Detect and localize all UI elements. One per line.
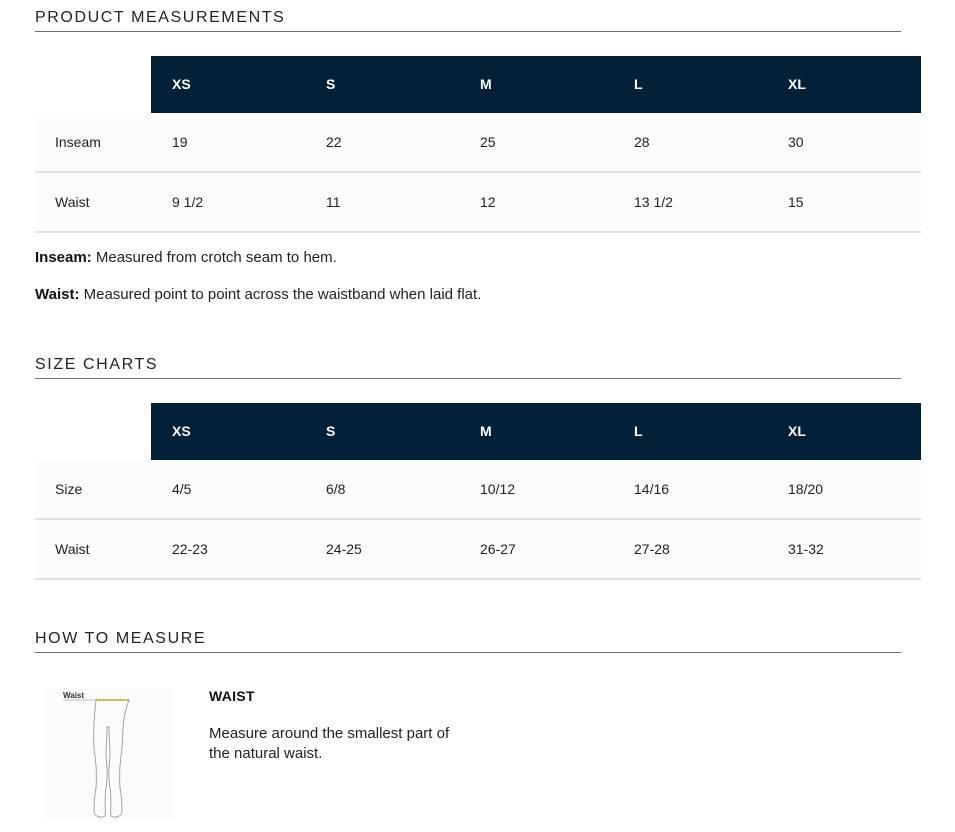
table-cell: 6/8 (326, 481, 346, 497)
row-label: Waist (55, 541, 90, 557)
row-label: Inseam (55, 134, 101, 150)
measure-item-heading: WAIST (209, 688, 255, 704)
pants-outline-icon (44, 688, 174, 820)
section-title-product-measurements: PRODUCT MEASUREMENTS (35, 9, 901, 32)
table-cell: 4/5 (172, 481, 192, 497)
note-waist (35, 286, 481, 304)
row-label: Size (55, 481, 83, 497)
section-title-size-charts: SIZE CHARTS (35, 356, 901, 379)
table-header-row (35, 56, 921, 113)
table-row-waist (35, 173, 921, 233)
column-header-l: L (634, 423, 643, 439)
note-term: Inseam: (35, 249, 92, 266)
table-row-size (35, 460, 921, 520)
column-header-xl: XL (788, 423, 806, 439)
product-measurements-table (35, 56, 921, 233)
column-header-m: M (480, 423, 492, 439)
table-cell: 24-25 (326, 541, 362, 557)
table-cell: 11 (326, 194, 341, 210)
table-cell: 13 1/2 (634, 194, 673, 210)
table-cell: 31-32 (788, 541, 824, 557)
table-cell: 19 (172, 134, 188, 150)
table-cell: 30 (788, 134, 804, 150)
table-row-inseam (35, 113, 921, 173)
column-header-xs: XS (172, 423, 191, 439)
table-cell: 15 (788, 194, 804, 210)
table-cell: 14/16 (634, 481, 670, 497)
note-term: Waist: (35, 286, 80, 303)
column-header-s: S (326, 423, 336, 439)
note-text: Measured from crotch seam to hem. (91, 249, 337, 266)
table-cell: 27-28 (634, 541, 670, 557)
table-cell: 28 (634, 134, 650, 150)
measure-item-description: Measure around the smallest part of the natural waist. (209, 725, 450, 762)
table-header-row (35, 403, 921, 460)
table-cell: 9 1/2 (172, 194, 204, 210)
table-row-waist (35, 520, 921, 580)
table-cell: 10/12 (480, 481, 516, 497)
note-text: Measured point to point across the waistband when laid flat. (79, 286, 482, 303)
table-cell: 18/20 (788, 481, 824, 497)
table-cell: 26-27 (480, 541, 516, 557)
table-cell: 22-23 (172, 541, 208, 557)
column-header-l: L (634, 76, 643, 92)
section-title-how-to-measure: HOW TO MEASURE (35, 630, 901, 653)
column-header-xs: XS (172, 76, 191, 92)
column-header-xl: XL (788, 76, 806, 92)
table-cell: 25 (480, 134, 496, 150)
table-cell: 22 (326, 134, 342, 150)
table-cell: 12 (480, 194, 496, 210)
size-charts-table (35, 403, 921, 580)
waist-label: Waist (63, 691, 85, 700)
column-header-s: S (326, 76, 336, 92)
note-inseam (35, 249, 337, 267)
row-label: Waist (55, 194, 90, 210)
column-header-m: M (480, 76, 492, 92)
